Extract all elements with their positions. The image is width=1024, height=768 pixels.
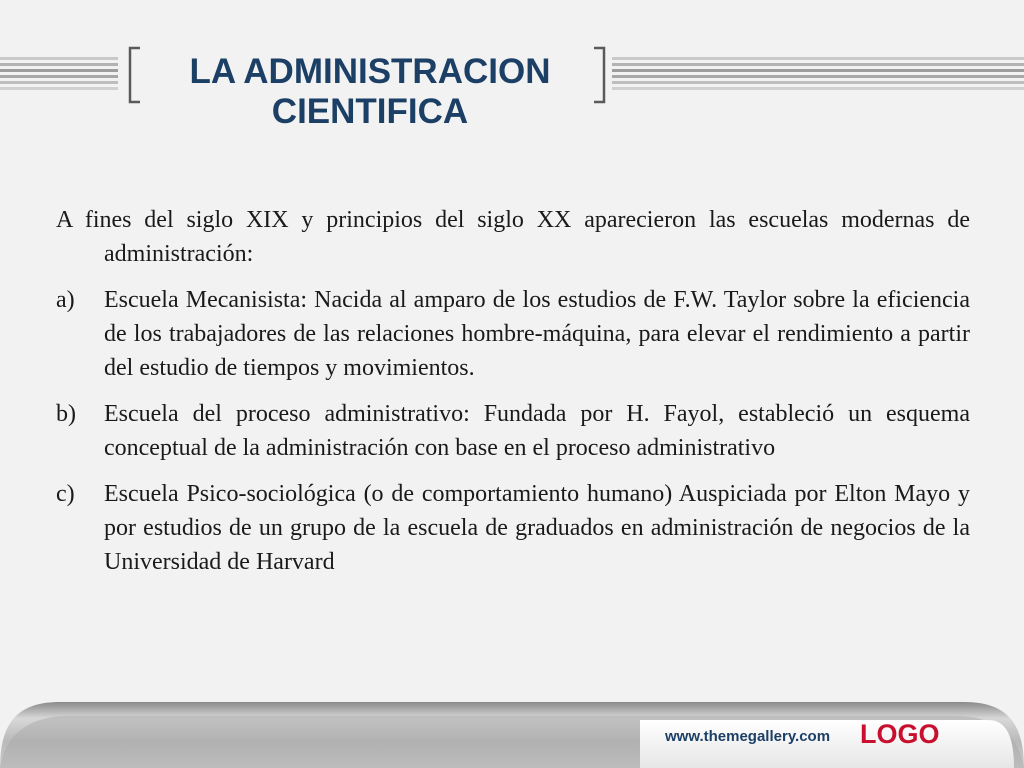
title-bracket-right [592, 46, 608, 104]
list-item-text: Escuela Mecanisista: Nacida al amparo de los estudios de F.W. Taylor sobre la eficiencia de los trabajadores de las relaciones hombre-máquina, para elevar el rendimiento a partir del estudio de tiempos y movimientos. [104, 287, 970, 381]
footer-url[interactable]: www.themegallery.com [665, 728, 831, 745]
list-item-text: Escuela Psico-sociológica (o de comportamiento humano) Auspiciada por Elton Mayo y por estudios de un grupo de la escuela de graduados en administración de negocios de la Universidad de Harvard [104, 481, 970, 575]
list-item-marker: b) [56, 401, 76, 427]
list-item [56, 397, 970, 465]
header-stripes-right [612, 55, 1024, 95]
list-item-marker: c) [56, 481, 75, 507]
list-item-marker: a) [56, 287, 75, 313]
page-title [150, 52, 590, 132]
header-stripes-left [0, 55, 118, 95]
logo: LOGO [860, 719, 940, 749]
page-title-line1: LA ADMINISTRACION [189, 52, 551, 91]
page-title-line2: CIENTIFICA [271, 92, 469, 131]
title-bracket-left [126, 46, 142, 104]
intro-paragraph: A fines del siglo XIX y principios del siglo XX aparecieron las escuelas modernas de administración: [56, 207, 970, 267]
list-item [56, 283, 970, 385]
list-item-text: Escuela del proceso administrativo: Fundada por H. Fayol, estableció un esquema conceptual de la administración con base en el proceso administrativo [104, 401, 970, 461]
slide-body [56, 203, 970, 591]
list-item [56, 477, 970, 579]
